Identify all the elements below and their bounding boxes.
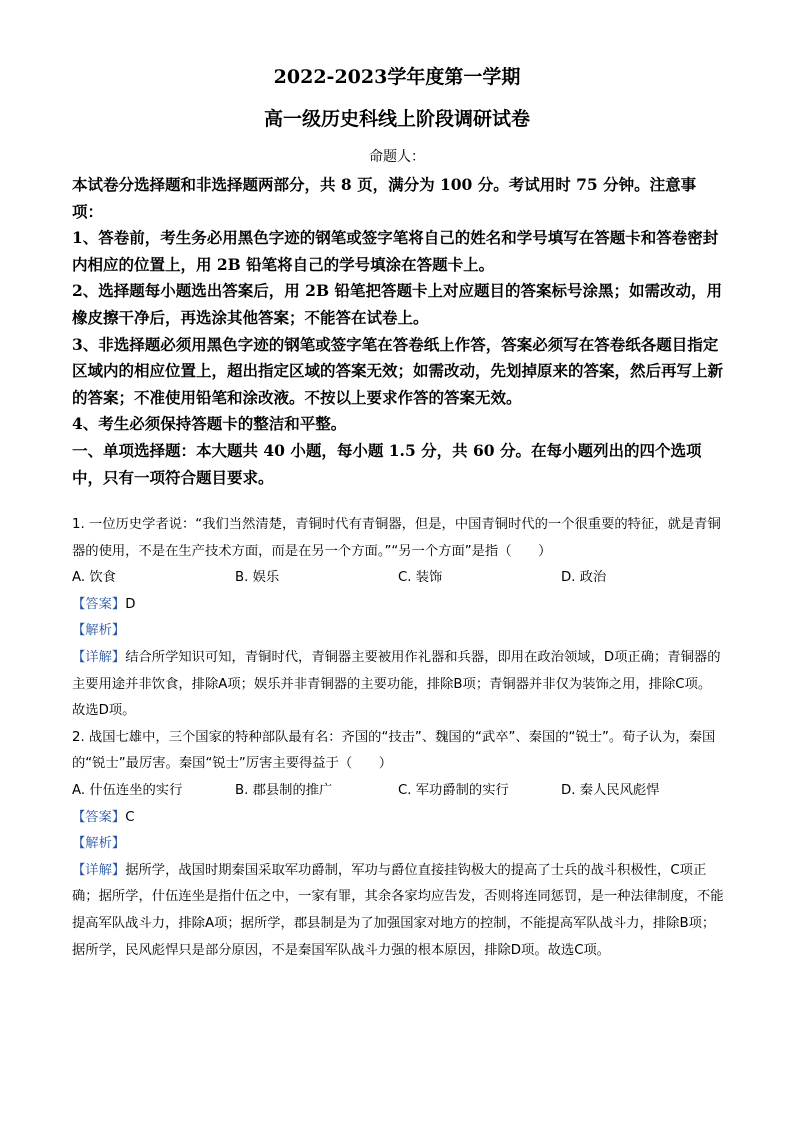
notice-item: 1、答卷前，考生务必用黑色字迹的钢笔或签字笔将自己的姓名和学号填写在答题卡和答卷密封内相应的位置上，用 2B 铅笔将自己的学号填涂在答题卡上。 (72, 228, 719, 274)
analysis-line (72, 618, 724, 645)
detail-tag: 【详解】 (72, 862, 126, 878)
notice-item: 4、考生必须保持答题卡的整洁和平整。 (72, 414, 347, 434)
detail-paragraph (72, 645, 724, 725)
exam-title: 2022-2023学年度第一学期 (273, 66, 521, 88)
question-1 (72, 512, 724, 725)
exam-subtitle: 高一级历史科线上阶段调研试卷 (263, 108, 530, 130)
notice-item: 2、选择题每小题选出答案后，用 2B 铅笔把答题卡上对应题目的答案标号涂黑；如需改动，用橡皮擦干净后，再选涂其他答案；不能答在试卷上。 (72, 281, 722, 327)
question-2 (72, 725, 724, 964)
option-b: B. 娱乐 (235, 570, 280, 586)
answer-value: C (125, 809, 135, 825)
option-d: D. 政治 (561, 570, 607, 586)
option-row (72, 778, 724, 805)
option-c: C. 军功爵制的实行 (398, 782, 509, 798)
answer-line (72, 592, 724, 619)
detail-text: 据所学，战国时期秦国采取军功爵制，军功与爵位直接挂钩极大的提高了士兵的战斗积极性，C项正确；据所学，什伍连坐是指什伍之中，一家有罪，其余各家均应告发，否则将连同惩罚，是一种法律制度，不能提高军队战斗力，排除A项；据所学，郡县制是为了加强国家对地方的控制，不能提高军队战斗力，排除B项；据所学，民风彪悍只是部分原因，不是秦国军队战斗力强的根本原因，排除D项。故选C项。 (72, 862, 724, 958)
question-list (72, 512, 724, 964)
answer-tag: 【答案】 (72, 596, 126, 612)
option-a: A. 什伍连坐的实行 (72, 782, 183, 798)
option-d: D. 秦人民风彪悍 (561, 782, 660, 798)
detail-tag: 【详解】 (72, 649, 126, 665)
answer-tag: 【答案】 (72, 809, 126, 825)
notice-intro: 本试卷分选择题和非选择题两部分，共 8 页，满分为 100 分。考试用时 75 分钟。注意事项： (72, 175, 697, 221)
option-row (72, 565, 724, 592)
option-c: C. 装饰 (398, 570, 443, 586)
question-stem: 2. 战国七雄中，三个国家的特种部队最有名：齐国的“技击”、魏国的“武卒”、秦国的“锐士”。荀子认为，秦国的“锐士”最厉害。秦国“锐士”厉害主要得益于（ ） (72, 729, 716, 772)
exam-notice (72, 172, 724, 491)
analysis-tag: 【解析】 (72, 623, 126, 639)
question-stem: 1. 一位历史学者说：“我们当然清楚，青铜时代有青铜器，但是，中国青铜时代的一个很重要的特征，就是青铜器的使用，不是在生产技术方面，而是在另一个方面。”“另一个方面”是指（ ） (72, 517, 721, 559)
option-a: A. 饮食 (72, 570, 116, 586)
section-heading: 一、单项选择题：本大题共 40 小题，每小题 1.5 分，共 60 分。在每小题列出的四个选项中，只有一项符合题目要求。 (72, 440, 702, 487)
answer-value: D (125, 596, 136, 612)
analysis-tag: 【解析】 (72, 836, 126, 852)
author-line: 命题人： (369, 149, 425, 165)
notice-item: 3、非选择题必须用黑色字迹的钢笔或签字笔在答卷纸上作答，答案必须写在答卷纸各题目指定区域内的相应位置上，超出指定区域的答案无效；如需改动，先划掉原来的答案，然后再写上新的答案；不准使用铅笔和涂改液。不按以上要求作答的答案无效。 (72, 334, 724, 407)
analysis-line (72, 831, 724, 858)
detail-paragraph (72, 858, 724, 964)
option-b: B. 郡县制的推广 (235, 782, 333, 798)
answer-line (72, 805, 724, 832)
detail-text: 结合所学知识可知，青铜时代，青铜器主要被用作礼器和兵器，即用在政治领域，D项正确；青铜器的主要用途并非饮食，排除A项；娱乐并非青铜器的主要功能，排除B项；青铜器并非仅为装饰之用，排除C项。故选D项。 (72, 649, 721, 719)
